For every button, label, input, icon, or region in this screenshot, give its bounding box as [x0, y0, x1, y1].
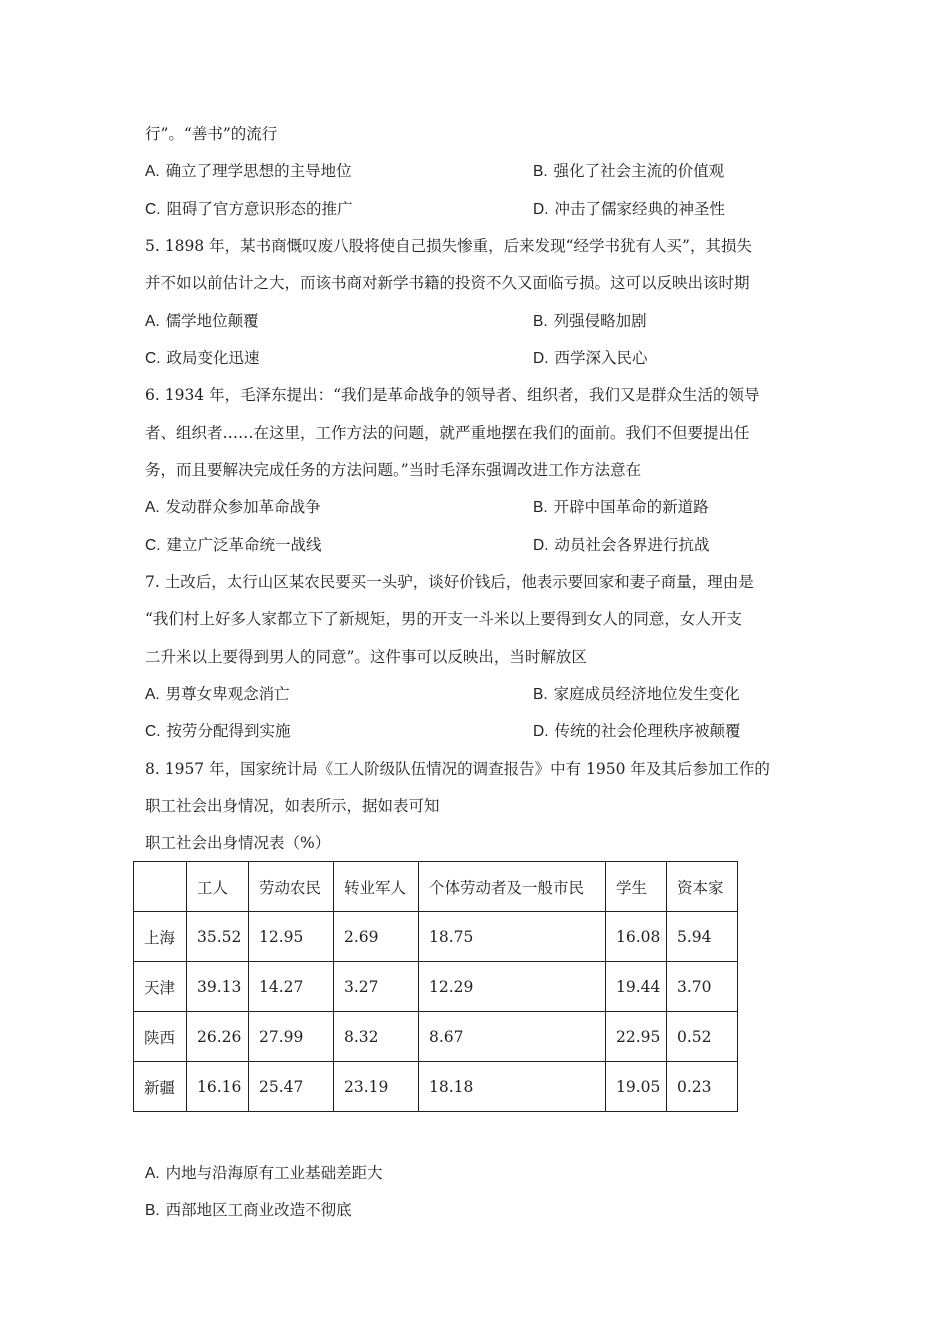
- table-cell: 35.52: [187, 912, 249, 962]
- q6-option-a: A. 发动群众参加革命战争: [145, 498, 321, 516]
- q4-stem-end: 行”。“善书”的流行: [145, 125, 278, 143]
- table-header-cell: 工人: [187, 862, 249, 912]
- table-cell: 19.05: [606, 1062, 667, 1112]
- table-cell: 2.69: [334, 912, 419, 962]
- q7-line-2: “我们村上好多人家都立下了新规矩，男的开支一斗米以上要得到女人的同意，女人开支: [145, 610, 742, 628]
- q8-option-b: B. 西部地区工商业改造不彻底: [145, 1201, 352, 1219]
- q8-option-a: A. 内地与沿海原有工业基础差距大: [145, 1164, 383, 1182]
- q4-option-d: D. 冲击了儒家经典的神圣性: [533, 200, 726, 218]
- table-cell: 23.19: [334, 1062, 419, 1112]
- q5-line-1: 5. 1898 年，某书商慨叹废八股将使自己损失惨重，后来发现“经学书犹有人买”，其损失: [145, 237, 752, 255]
- q5-line-2: 并不如以前估计之大，而该书商对新学书籍的投资不久又面临亏损。这可以反映出该时期: [145, 274, 750, 292]
- table-cell: 39.13: [187, 962, 249, 1012]
- table-cell: 22.95: [606, 1012, 667, 1062]
- table-cell: 上海: [134, 912, 187, 962]
- q4-option-b: B. 强化了社会主流的价值观: [533, 162, 725, 180]
- q6-option-c: C. 建立广泛革命统一战线: [145, 536, 322, 554]
- q5-option-b: B. 列强侵略加剧: [533, 312, 647, 330]
- q4-option-a: A. 确立了理学思想的主导地位: [145, 162, 352, 180]
- q7-line-3: 二升米以上要得到男人的同意”。这件事可以反映出，当时解放区: [145, 648, 587, 666]
- table-cell: 16.16: [187, 1062, 249, 1112]
- table-cell: 陕西: [134, 1012, 187, 1062]
- table-header-cell: 资本家: [667, 862, 738, 912]
- table-cell: 8.32: [334, 1012, 419, 1062]
- table-cell: 0.52: [667, 1012, 738, 1062]
- table-cell: 16.08: [606, 912, 667, 962]
- table-header-row: [134, 862, 738, 912]
- q6-option-d: D. 动员社会各界进行抗战: [533, 536, 710, 554]
- q6-line-3: 务，而且要解决完成任务的方法问题。”当时毛泽东强调改进工作方法意在: [145, 461, 642, 479]
- table-cell: 天津: [134, 962, 187, 1012]
- table-cell: 12.29: [419, 962, 606, 1012]
- q4-option-c: C. 阻碍了官方意识形态的推广: [145, 200, 353, 218]
- table-row: [134, 1012, 738, 1062]
- table-cell: 0.23: [667, 1062, 738, 1112]
- table-header-cell: [134, 862, 187, 912]
- q5-option-a: A. 儒学地位颠覆: [145, 312, 259, 330]
- q8-line-2: 职工社会出身情况，如表所示，据如表可知: [145, 797, 440, 815]
- table-cell: 5.94: [667, 912, 738, 962]
- q5-option-d: D. 西学深入民心: [533, 349, 648, 367]
- table-cell: 26.26: [187, 1012, 249, 1062]
- q7-option-b: B. 家庭成员经济地位发生变化: [533, 685, 740, 703]
- table-cell: 27.99: [249, 1012, 334, 1062]
- table-row: [134, 962, 738, 1012]
- table-cell: 8.67: [419, 1012, 606, 1062]
- origin-table: [133, 861, 738, 1112]
- table-cell: 12.95: [249, 912, 334, 962]
- table-cell: 3.27: [334, 962, 419, 1012]
- table-cell: 19.44: [606, 962, 667, 1012]
- q8-table-caption: 职工社会出身情况表（%）: [145, 834, 331, 852]
- table-header-cell: 转业军人: [334, 862, 419, 912]
- q7-option-a: A. 男尊女卑观念消亡: [145, 685, 290, 703]
- table-header-cell: 劳动农民: [249, 862, 334, 912]
- q7-line-1: 7. 土改后，太行山区某农民要买一头驴，谈好价钱后，他表示要回家和妻子商量，理由是: [145, 573, 754, 591]
- q7-option-c: C. 按劳分配得到实施: [145, 722, 291, 740]
- table-cell: 18.75: [419, 912, 606, 962]
- table-header-cell: 学生: [606, 862, 667, 912]
- table-header-cell: 个体劳动者及一般市民: [419, 862, 606, 912]
- q8-line-1: 8. 1957 年，国家统计局《工人阶级队伍情况的调查报告》中有 1950 年及其后参加工作的: [145, 760, 770, 778]
- table-cell: 3.70: [667, 962, 738, 1012]
- q7-option-d: D. 传统的社会伦理秩序被颠覆: [533, 722, 741, 740]
- q6-option-b: B. 开辟中国革命的新道路: [533, 498, 709, 516]
- q5-option-c: C. 政局变化迅速: [145, 349, 260, 367]
- table-row: [134, 1062, 738, 1112]
- table-cell: 14.27: [249, 962, 334, 1012]
- q6-line-1: 6. 1934 年，毛泽东提出：“我们是革命战争的领导者、组织者，我们又是群众生活的领导: [145, 386, 760, 404]
- q6-line-2: 者、组织者……在这里，工作方法的问题，就严重地摆在我们的面前。我们不但要提出任: [145, 424, 750, 442]
- table-cell: 18.18: [419, 1062, 606, 1112]
- table-cell: 25.47: [249, 1062, 334, 1112]
- table-row: [134, 912, 738, 962]
- table-cell: 新疆: [134, 1062, 187, 1112]
